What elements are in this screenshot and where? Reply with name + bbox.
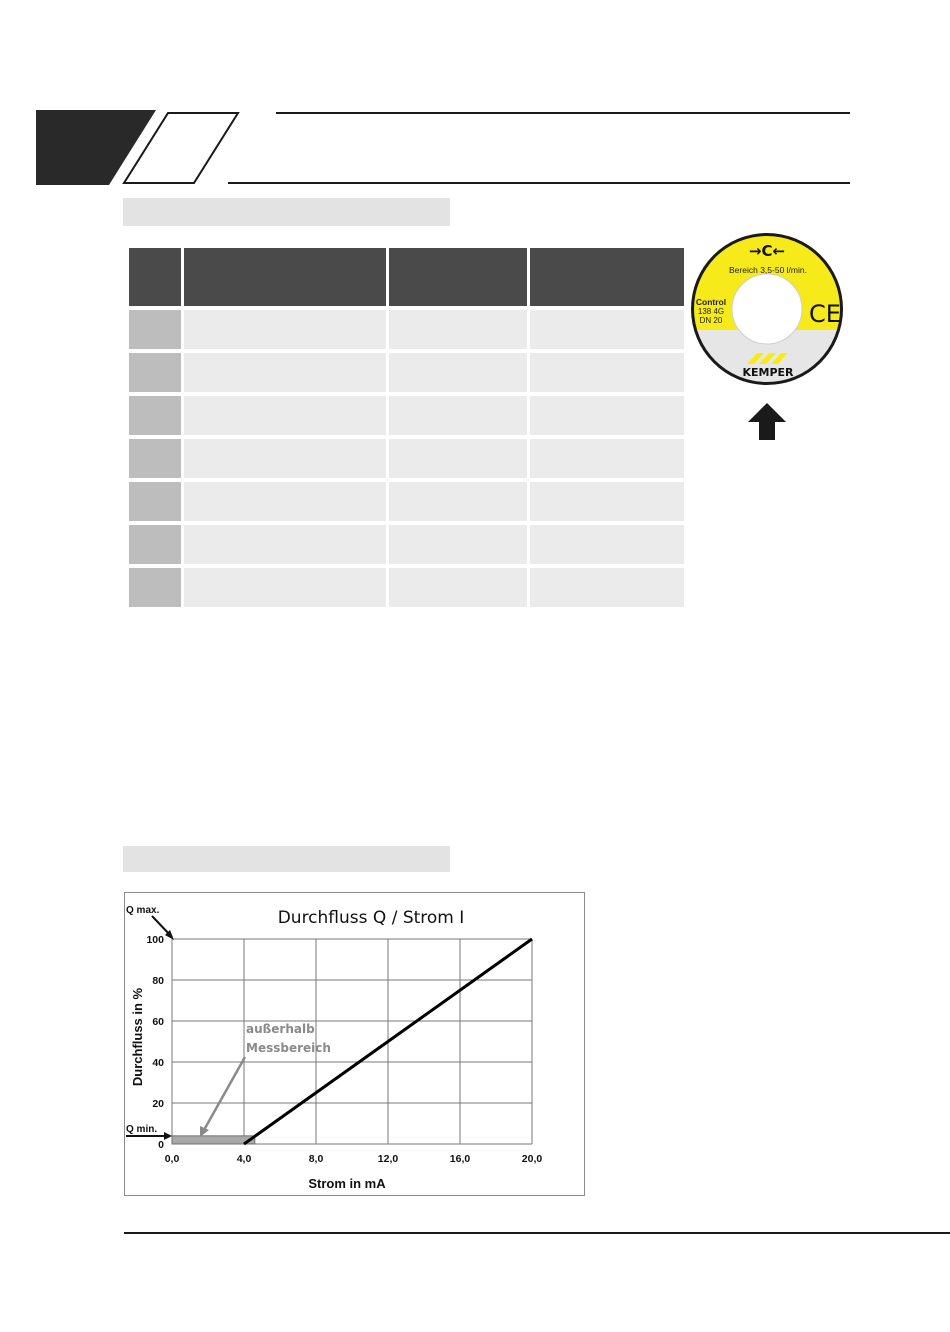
row-number-cell — [129, 568, 181, 607]
kemper-brand-text: KEMPER — [742, 366, 794, 379]
header-bottom-rule — [228, 182, 850, 184]
table-cell — [530, 353, 684, 392]
x-tick-label: 12,0 — [377, 1153, 399, 1165]
badge-model-dn: DN 20 — [699, 316, 723, 325]
y-tick-label: 40 — [152, 1057, 164, 1069]
out-of-range-band — [172, 1136, 255, 1144]
table-cell — [184, 396, 386, 435]
table-cell — [530, 568, 684, 607]
row-number-cell — [129, 310, 181, 349]
table-row — [129, 439, 684, 478]
row-number-cell — [129, 353, 181, 392]
chart-frame — [125, 893, 585, 1196]
x-tick-label: 0,0 — [164, 1153, 180, 1165]
table-cell — [530, 482, 684, 521]
header-top-rule — [276, 112, 850, 114]
data-table — [126, 244, 687, 611]
x-tick-label: 8,0 — [308, 1153, 324, 1165]
x-tick-label: 4,0 — [236, 1153, 252, 1165]
table-row — [129, 482, 684, 521]
flow-direction-symbol: →C← — [748, 242, 786, 260]
table-row — [129, 353, 684, 392]
qmin-annotation: Q min. — [126, 1124, 158, 1135]
y-tick-label: 80 — [152, 975, 164, 987]
row-number-cell — [129, 482, 181, 521]
ce-mark-icon: CE — [809, 300, 841, 328]
table-header-row — [129, 248, 684, 306]
x-axis-label: Strom in mA — [308, 1176, 386, 1191]
table-cell — [389, 482, 527, 521]
y-tick-label: 0 — [158, 1139, 164, 1151]
badge-model-label: Control — [695, 297, 727, 307]
x-tick-label: 20,0 — [521, 1153, 543, 1165]
y-tick-label: 100 — [146, 934, 164, 946]
y-axis-label: Durchfluss in % — [130, 987, 145, 1087]
table-cell — [389, 310, 527, 349]
table-cell — [530, 439, 684, 478]
table-cell — [389, 525, 527, 564]
out-of-range-label-line1: außerhalb — [246, 1022, 315, 1036]
row-number-cell — [129, 396, 181, 435]
table-cell — [184, 568, 386, 607]
row-number-cell — [129, 439, 181, 478]
table-cell — [184, 353, 386, 392]
sensor-badge — [688, 230, 848, 445]
table-cell — [184, 310, 386, 349]
table-cell — [184, 525, 386, 564]
chapter-logo — [36, 108, 246, 188]
y-tick-label: 60 — [152, 1016, 164, 1028]
table-cell — [389, 396, 527, 435]
row-number-cell — [129, 525, 181, 564]
table-cell — [530, 310, 684, 349]
chart-title: Durchfluss Q / Strom I — [277, 908, 465, 928]
footer-rule — [124, 1232, 950, 1234]
x-tick-label: 16,0 — [449, 1153, 471, 1165]
table-header-cell — [184, 248, 386, 306]
qmax-annotation: Q max. — [126, 905, 160, 916]
table-row — [129, 396, 684, 435]
section-heading-bar-1 — [123, 198, 450, 226]
table-row — [129, 525, 684, 564]
badge-range-text: Bereich 3,5-50 l/min. — [729, 265, 807, 275]
up-arrow-icon — [748, 403, 786, 440]
table-row — [129, 310, 684, 349]
table-cell — [184, 439, 386, 478]
table-header-cell — [530, 248, 684, 306]
table-cell — [530, 525, 684, 564]
badge-model-code: 138 4G — [697, 307, 725, 316]
table-cell — [184, 482, 386, 521]
flow-current-chart — [124, 892, 585, 1196]
section-heading-bar-2 — [123, 846, 450, 872]
table-cell — [389, 353, 527, 392]
table-cell — [389, 439, 527, 478]
table-cell — [389, 568, 527, 607]
table-row — [129, 568, 684, 607]
table-header-cell — [389, 248, 527, 306]
out-of-range-band-rect — [172, 1136, 255, 1144]
out-of-range-label-line2: Messbereich — [246, 1041, 331, 1055]
table-cell — [530, 396, 684, 435]
y-tick-label: 20 — [152, 1098, 164, 1110]
table-header-cell — [129, 248, 181, 306]
